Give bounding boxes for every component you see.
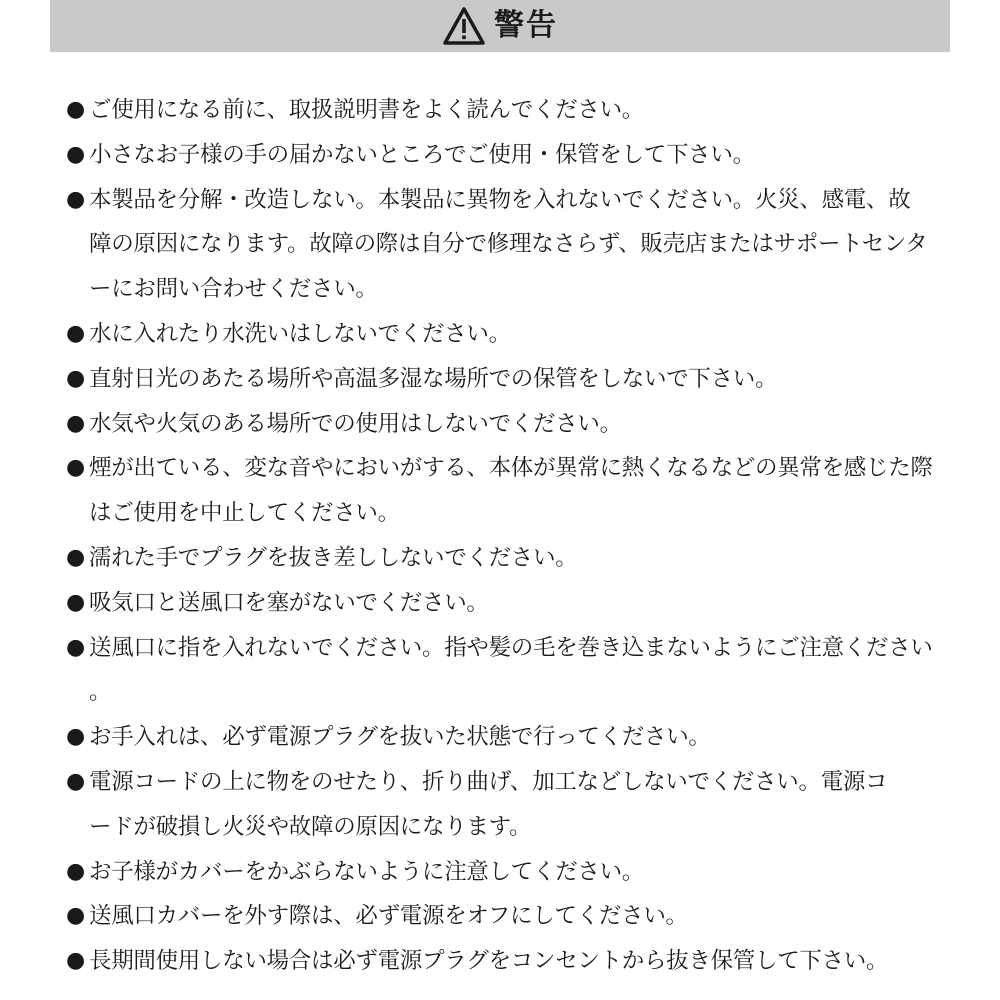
warning-item xyxy=(66,536,946,581)
bullet-icon: ● xyxy=(66,365,85,391)
warning-item xyxy=(66,88,946,133)
warning-text: 濡れた手でプラグを抜き差ししないでください。 xyxy=(89,544,578,571)
warning-item xyxy=(66,312,946,357)
bullet-icon: ● xyxy=(66,320,85,346)
warning-item xyxy=(66,626,946,716)
warning-text: お子様がカバーをかぶらないように注意してください。 xyxy=(89,858,645,885)
warning-text: 長期間使用しない場合は必ず電源プラグをコンセントから抜き保管して下さい。 xyxy=(89,948,889,975)
warning-title: 警告 xyxy=(494,8,558,43)
bullet-icon: ● xyxy=(66,410,85,436)
warning-text: お手入れは、必ず電源プラグを抜いた状態で行ってください。 xyxy=(89,724,711,751)
warning-text: 煙が出ている、変な音やにおいがする、本体が異常に熱くなるなどの異常を感じた際はご使用を中止してください。 xyxy=(89,455,933,527)
warning-text: 電源コードの上に物をのせたり、折り曲げ、加工などしないでください。電源コードが破損し火災や故障の原因になります。 xyxy=(89,768,888,840)
bullet-icon: ● xyxy=(66,544,85,570)
warning-item xyxy=(66,760,946,850)
bullet-icon: ● xyxy=(66,97,85,122)
bullet-icon: ● xyxy=(66,724,85,750)
warning-item xyxy=(66,850,946,895)
warning-item xyxy=(66,133,946,178)
warning-text: 直射日光のあたる場所や高温多湿な場所での保管をしないで下さい。 xyxy=(89,365,778,392)
warning-item xyxy=(66,178,946,312)
warning-text: 水に入れたり水洗いはしないでください。 xyxy=(89,320,511,347)
warning-text: 吸気口と送風口を塞がないでください。 xyxy=(89,589,489,616)
warning-item xyxy=(66,357,946,402)
warning-item xyxy=(66,939,946,984)
warning-item xyxy=(66,894,946,939)
warning-item xyxy=(66,446,946,536)
warning-header xyxy=(442,6,558,46)
warning-item xyxy=(66,581,946,626)
warning-text: 本製品を分解・改造しない。本製品に異物を入れないでください。火災、感電、故障の原因になります。故障の際は自分で修理なさらず、販売店またはサポートセンターにお問い合わせください。 xyxy=(89,186,928,303)
warning-text: 送風口カバーを外す際は、必ず電源をオフにしてください。 xyxy=(89,903,688,930)
warning-item xyxy=(66,402,946,447)
bullet-icon: ● xyxy=(66,141,85,167)
bullet-icon: ● xyxy=(66,589,85,615)
bullet-icon: ● xyxy=(66,768,85,794)
bullet-icon: ● xyxy=(66,455,85,481)
bullet-icon: ● xyxy=(66,948,85,974)
warning-triangle-icon xyxy=(442,6,486,46)
warning-list xyxy=(66,88,946,984)
warning-text: 送風口に指を入れないでください。指や髪の毛を巻き込まないようにご注意ください。 xyxy=(89,634,933,706)
bullet-icon: ● xyxy=(66,903,85,929)
bullet-icon: ● xyxy=(66,634,85,660)
warning-text: ご使用になる前に、取扱説明書をよく読んでください。 xyxy=(89,97,645,123)
warning-text: 水気や火気のある場所での使用はしないでください。 xyxy=(89,410,622,437)
warning-text: 小さなお子様の手の届かないところでご使用・保管をして下さい。 xyxy=(89,141,755,168)
warning-item xyxy=(66,715,946,760)
bullet-icon: ● xyxy=(66,186,85,212)
warning-header-bar xyxy=(50,0,950,52)
bullet-icon: ● xyxy=(66,858,85,884)
